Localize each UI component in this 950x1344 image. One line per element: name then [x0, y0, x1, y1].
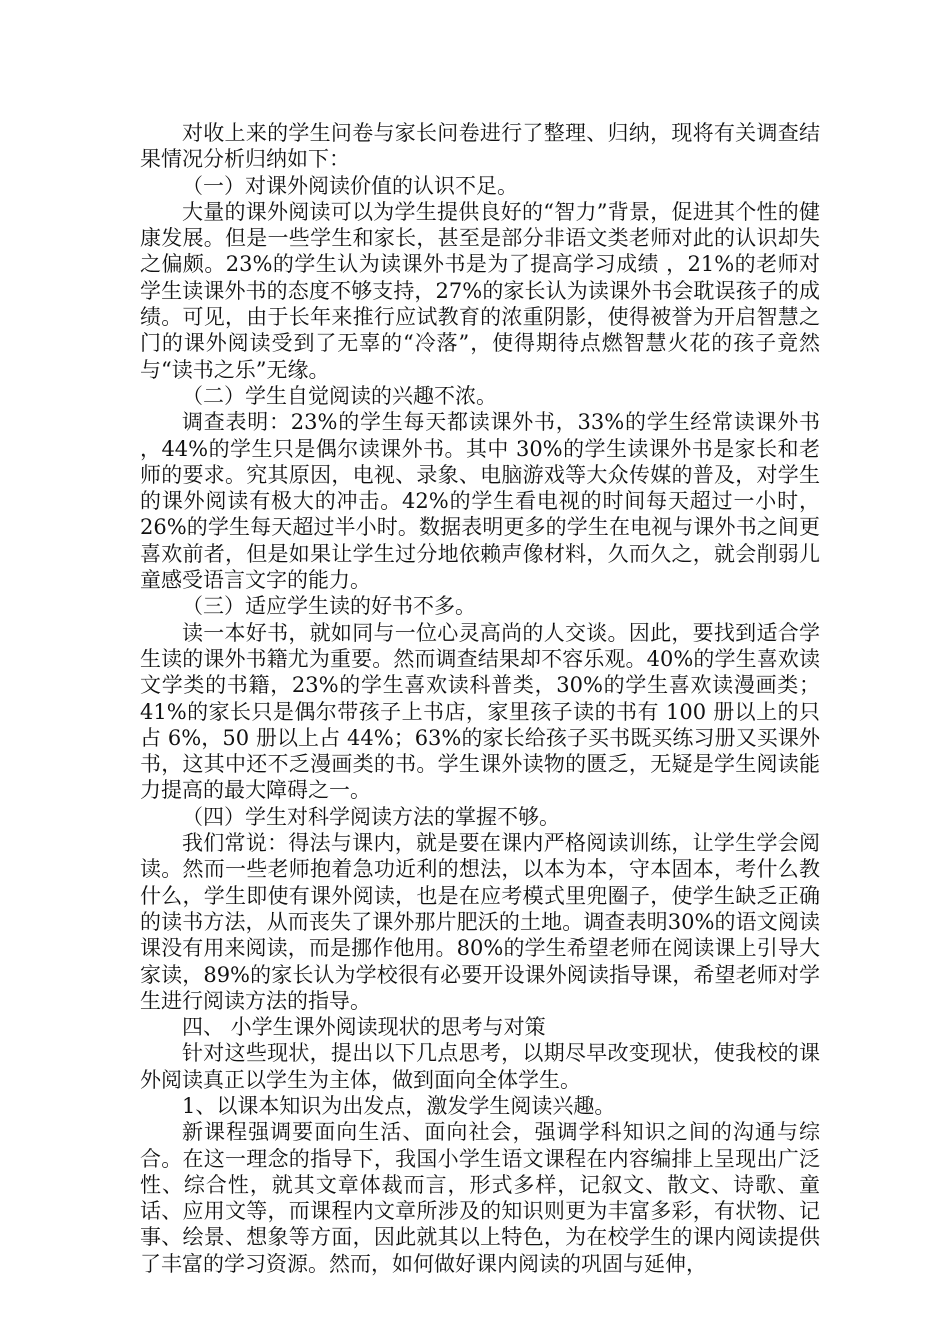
body-paragraph: 调查表明：23%的学生每天都读课外书，33%的学生经常读课外书 ，44%的学生只是偶尔读课外书。其中 30%的学生读课外书是家长和老师的要求。究其原因，电视、录象、电脑游戏等大众传媒的普及，对学生的课外阅读有极大的冲击。42%的学生看电视的时间每天超过一小时，26%的学生每天超过半小时。数据表明更多的学生在电视与课外书之间更喜欢前者，但是如果让学生过分地依赖声像材料，久而久之，就会削弱儿童感受语言文字的能力。 [140, 410, 820, 593]
body-paragraph: 针对这些现状，提出以下几点思考，以期尽早改变现状，使我校的课外阅读真正以学生为主体，做到面向全体学生。 [140, 1041, 820, 1092]
section-heading-4: （四）学生对科学阅读方法的掌握不够。 [182, 804, 560, 829]
chapter-heading-4: 四、 小学生课外阅读现状的思考与对策 [182, 1015, 546, 1040]
document-body [140, 120, 820, 1277]
section-heading-3: （三）适应学生读的好书不多。 [182, 594, 476, 619]
intro-paragraph: 对收上来的学生问卷与家长问卷进行了整理、归纳，现将有关调查结果情况分析归纳如下： [140, 121, 820, 172]
body-paragraph: 我们常说：得法与课内，就是要在课内严格阅读训练，让学生学会阅读。然而一些老师抱着急功近利的想法，以本为本，守本固本，考什么教什么，学生即使有课外阅读，也是在应考模式里兜圈子，使学生缺乏正确的读书方法，从而丧失了课外那片肥沃的土地。调查表明30%的语文阅读课没有用来阅读，而是挪作他用。80%的学生希望老师在阅读课上引导大家读，89%的家长认为学校很有必要开设课外阅读指导课，希望老师对学生进行阅读方法的指导。 [140, 831, 820, 1013]
body-paragraph: 新课程强调要面向生活、面向社会，强调学科知识之间的沟通与综合。在这一理念的指导下，我国小学生语文课程在内容编排上呈现出广泛性、综合性，就其文章体裁而言，形式多样，记叙文、散文、诗歌、童话、应用文等，而课程内文章所涉及的知识则更为丰富多彩，有状物、记事、绘景、想象等方面，因此就其以上特色，为在校学生的课内阅读提供了丰富的学习资源。然而，如何做好课内阅读的巩固与延伸， [140, 1120, 820, 1276]
subsection-heading-1: 1、以课本知识为出发点，激发学生阅读兴趣。 [182, 1093, 616, 1118]
body-paragraph: 大量的课外阅读可以为学生提供良好的“智力”背景，促进其个性的健康发展。但是一些学生和家长，甚至是部分非语文类老师对此的认识却失之偏颇。23%的学生认为读课外书是为了提高学习成绩 ，21%的老师对学生读课外书的态度不够支持，27%的家长认为读课外书会耽误孩子的成绩。可见，由于长年来推行应试教育的浓重阴影，使得被誉为开启智慧之门的课外阅读受到了无辜的“冷落”，使得期待点燃智慧火花的孩子竟然与“读书之乐”无缘。 [140, 199, 820, 382]
body-paragraph: 读一本好书，就如同与一位心灵高尚的人交谈。因此，要找到适合学生读的课外书籍尤为重要。然而调查结果却不容乐观。40%的学生喜欢读文学类的书籍，23%的学生喜欢读科普类，30%的学生喜欢读漫画类；41%的家长只是偶尔带孩子上书店，家里孩子读的书有 100 册以上的只占 6%，50 册以上占 44%；63%的家长给孩子买书既买练习册又买课外书，这其中还不乏漫画类的书。学生课外读物的匮乏，无疑是学生阅读能力提高的最大障碍之一。 [140, 620, 820, 803]
section-heading-2: （二）学生自觉阅读的兴趣不浓。 [182, 383, 497, 408]
section-heading-1: （一）对课外阅读价值的认识不足。 [182, 173, 518, 198]
